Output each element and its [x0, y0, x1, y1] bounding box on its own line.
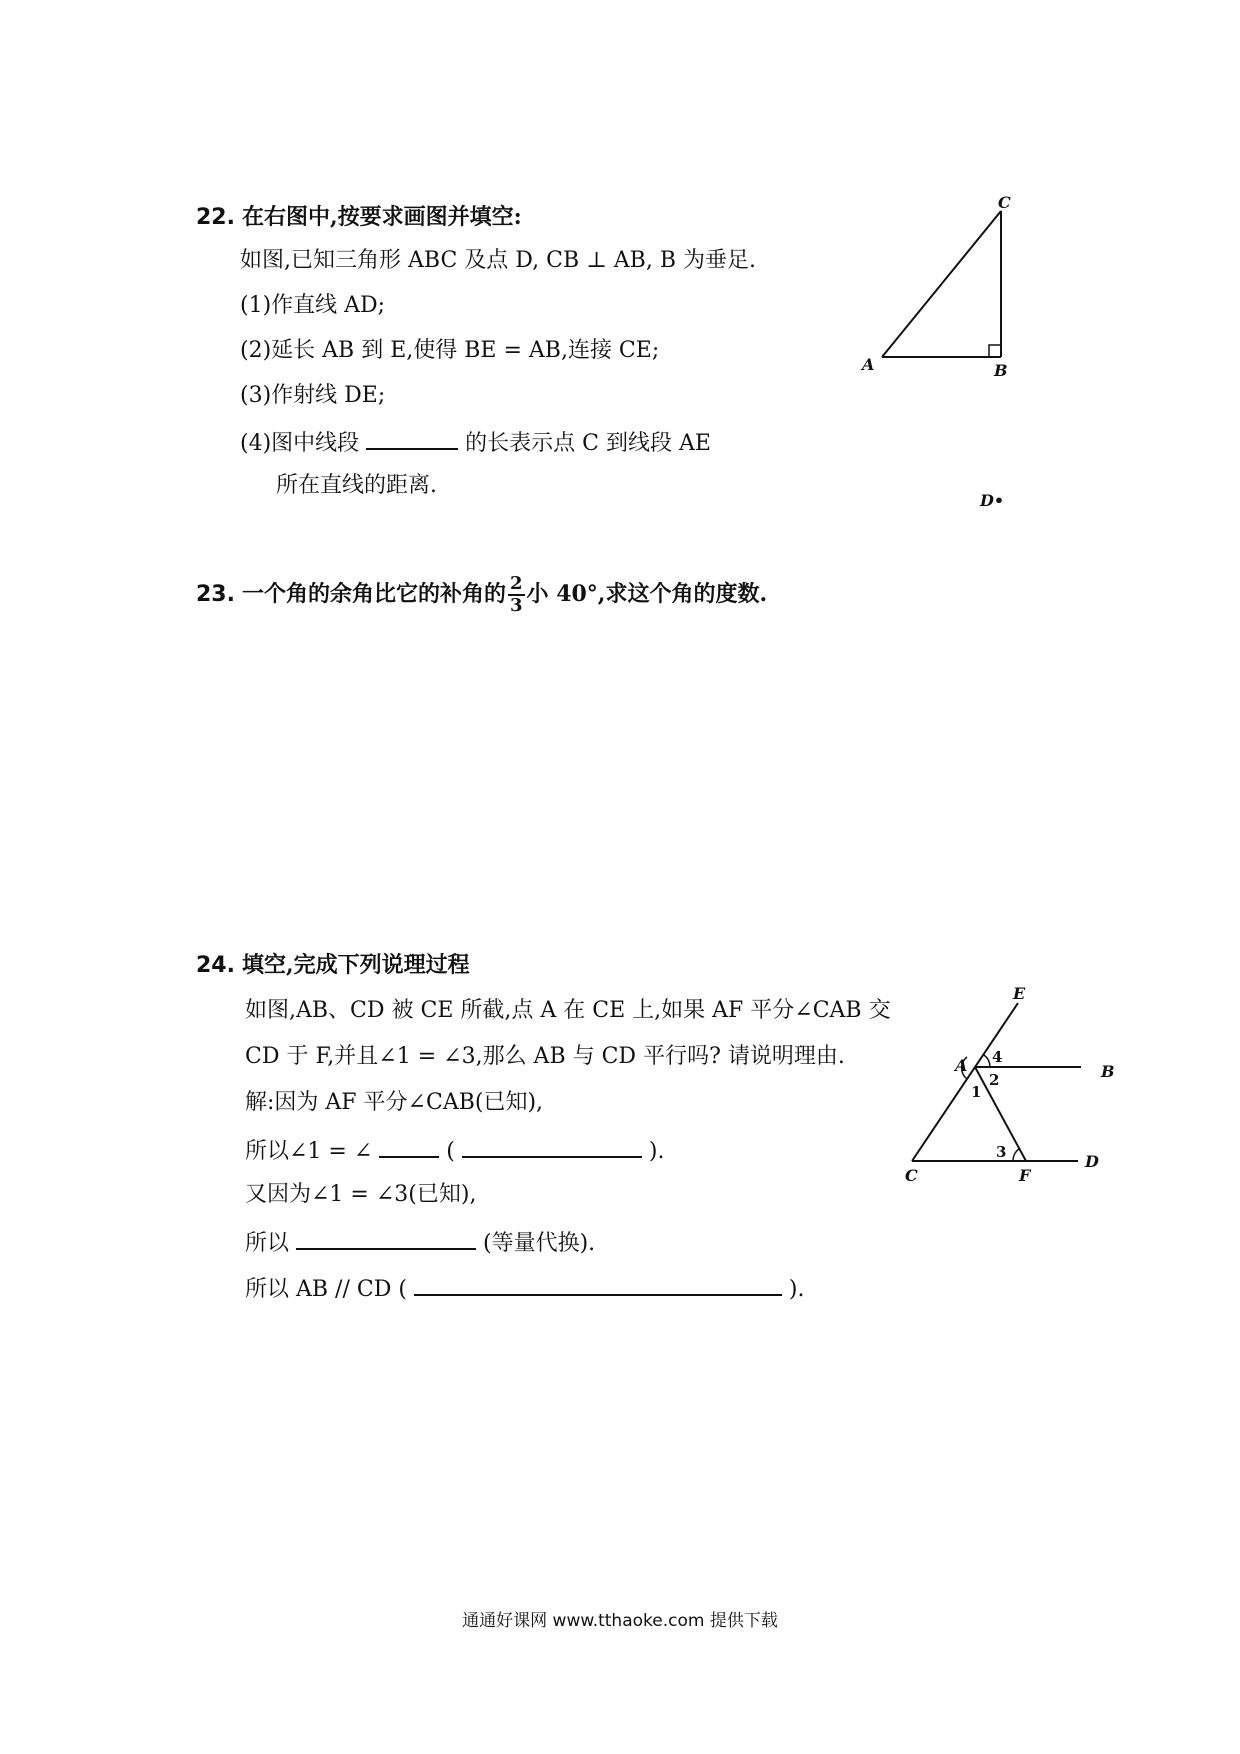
q22-step4: [240, 426, 711, 459]
q24-line7-a: 所以 AB // CD (: [245, 1277, 407, 1302]
q24-reason-blank-1[interactable]: [462, 1134, 642, 1158]
q23: [196, 572, 767, 617]
label-f: F: [1019, 1166, 1031, 1185]
q22-title: 在右图中,按要求画图并填空:: [241, 204, 522, 230]
q22-step4-b: 的长表示点 C 到线段 AE: [465, 431, 711, 456]
q22-line1: 如图,已知三角形 ABC 及点 D, CB ⊥ AB, B 为垂足.: [240, 248, 756, 273]
line-ce: [912, 1003, 1018, 1161]
q22-step4-a: (4)图中线段: [240, 431, 360, 456]
footer-text: 通通好课网 www.tthaoke.com 提供下载: [462, 1611, 778, 1631]
label-angle-1: 1: [971, 1083, 982, 1101]
q22-step3: (3)作射线 DE;: [240, 383, 386, 408]
q24-line4: [245, 1134, 664, 1167]
q22-header: [196, 202, 522, 233]
segment-ac: [882, 211, 1001, 357]
q23-number: 23.: [196, 582, 235, 607]
q24-line6: [245, 1226, 595, 1259]
q24-line7-b: ).: [788, 1277, 805, 1302]
q22-step1: (1)作直线 AD;: [240, 293, 386, 318]
label-d: D: [1085, 1152, 1099, 1171]
q23-text-a: 一个角的余角比它的补角的: [241, 581, 506, 607]
right-angle-mark: [989, 345, 1001, 357]
q24-line3: 解:因为 AF 平分∠CAB(已知),: [245, 1090, 544, 1115]
q24-line4-b: (: [446, 1139, 455, 1164]
label-a: A: [862, 355, 875, 374]
label-a: A: [955, 1056, 968, 1075]
q22-step2: (2)延长 AB 到 E,使得 BE = AB,连接 CE;: [240, 338, 660, 363]
q24-line6-b: (等量代换).: [483, 1231, 596, 1256]
q22-number: 22.: [196, 205, 235, 230]
q24-line2: CD 于 F,并且∠1 = ∠3,那么 AB 与 CD 平行吗? 请说明理由.: [245, 1044, 845, 1069]
q24-line4-c: ).: [648, 1139, 665, 1164]
q23-frac-den: 3: [510, 595, 523, 616]
q22-answer-blank[interactable]: [366, 426, 458, 450]
q24-line5: 又因为∠1 = ∠3(已知),: [245, 1182, 477, 1207]
q23-text-b: 小 40°,求这个角的度数.: [526, 581, 768, 607]
label-angle-3: 3: [996, 1143, 1007, 1161]
label-b: B: [1101, 1062, 1115, 1081]
q24-line1: 如图,AB、CD 被 CE 所截,点 A 在 CE 上,如果 AF 平分∠CAB 交: [245, 998, 891, 1023]
label-e: E: [1013, 985, 1026, 1003]
q24-line4-a: 所以∠1 = ∠: [245, 1139, 373, 1164]
q24-header: [196, 950, 470, 981]
label-angle-2: 2: [989, 1071, 1000, 1089]
arc-angle-3: [1013, 1149, 1019, 1161]
label-c: C: [998, 193, 1011, 212]
q24-line6-a: 所以: [245, 1231, 290, 1256]
label-d: D•: [980, 491, 1005, 510]
q24-reason-blank-2[interactable]: [414, 1272, 782, 1296]
q24-line7: [245, 1272, 805, 1305]
label-b: B: [994, 361, 1008, 380]
label-angle-4: 4: [992, 1048, 1003, 1066]
q22-figure: [850, 190, 1030, 520]
q22-step4-c: 所在直线的距离.: [276, 473, 437, 498]
q23-frac-num: 2: [510, 573, 523, 594]
q24-angle-blank[interactable]: [379, 1134, 439, 1158]
q24-title: 填空,完成下列说理过程: [241, 952, 470, 978]
q24-equal-blank[interactable]: [296, 1226, 476, 1250]
arc-angle-4: [984, 1055, 990, 1067]
label-c: C: [905, 1166, 918, 1185]
q23-fraction: [508, 574, 525, 616]
q24-number: 24.: [196, 953, 235, 978]
q24-figure: [895, 985, 1140, 1200]
